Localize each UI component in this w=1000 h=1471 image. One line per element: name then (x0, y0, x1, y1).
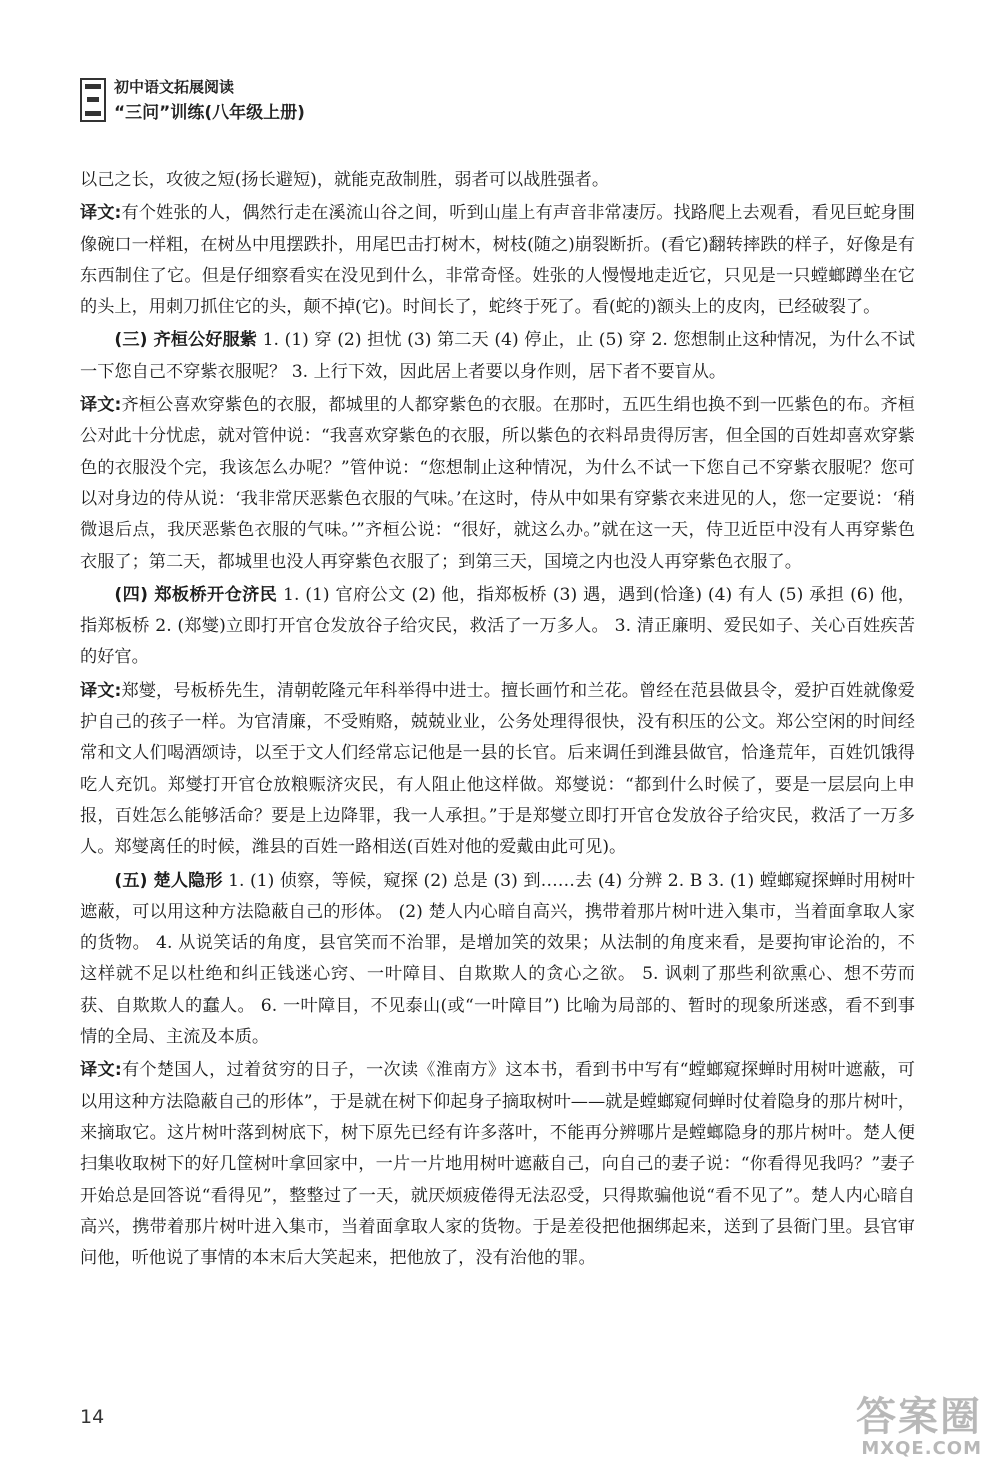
book-logo-icon (80, 78, 106, 122)
watermark-text: 答案圈 (856, 1394, 982, 1440)
translation-paragraph (80, 1055, 915, 1274)
translation-label: 译文: (80, 203, 122, 224)
page-number: 14 (80, 1406, 105, 1428)
section-title: (四) 郑板桥开仓济民 (114, 584, 278, 605)
translation-text: 有个姓张的人，偶然行走在溪流山谷之间，听到山崖上有声音非常凄厉。找路爬上去观看，看见巨蛇身围像碗口一样粗，在树丛中甩摆跌扑，用尾巴击打树木，树枝(随之)崩裂断折。(看它)翻转摔跌的样子，好像是有东西制住了它。但是仔细察看实在没见到什么，非常奇怪。姓张的人慢慢地走近它，只见是一只螳螂蹲坐在它的头上，用刺刀抓住它的头，颠不掉(它)。时间长了，蛇终于死了。看(蛇的)额头上的皮肉，已经破裂了。 (80, 203, 915, 318)
book-title: “三问”训练(八年级上册) (114, 103, 305, 123)
translation-text: 齐桓公喜欢穿紫色的衣服，都城里的人都穿紫色的衣服。在那时，五匹生绢也换不到一匹紫色的布。齐桓公对此十分忧虑，就对管仲说：“我喜欢穿紫色的衣服，所以紫色的衣料昂贵得厉害，但全国的百姓却喜欢穿紫色的衣服没个完，我该怎么办呢？”管仲说：“您想制止这种情况，为什么不试一下您自己不穿紫衣服呢？您可以对身边的侍从说：‘我非常厌恶紫色衣服的气味。’在这时，侍从中如果有穿紫衣来进见的人，您一定要说：‘稍微退后点，我厌恶紫色衣服的气味。’”齐桓公说：“很好，就这么办。”就在这一天，侍卫近臣中没有人再穿紫色衣服了；第二天，都城里也没人再穿紫色衣服了；到第三天，国境之内也没人再穿紫色衣服了。 (80, 395, 915, 572)
intro-paragraph: 以己之长，攻彼之短(扬长避短)，就能克敌制胜，弱者可以战胜强者。 (80, 170, 610, 190)
watermark-url: MXQE.COM (861, 1438, 982, 1459)
section-answer-text: 1. (1) 官府公文 (2) 他，指郑板桥 (3) 遇，遇到(恰逢) (4) 有人 (5) 承担 (6) 他，指郑板桥 2. (郑燮)立即打开官仓发放谷子给灾民，救活了一万多人。 3. 清正廉明、爱民如子、关心百姓疾苦的好官。 (80, 584, 915, 668)
section-answers (80, 580, 915, 674)
section-answer-text: 1. (1) 穿 (2) 担忧 (3) 第二天 (4) 停止，止 (5) 穿 2. 您想制止这种情况，为什么不试一下您自己不穿紫衣服呢？ 3. 上行下效，因此居上者要以身作则，居下者不要盲从。 (80, 330, 915, 382)
translation-text: 郑燮，号板桥先生，清朝乾隆元年科举得中进士。擅长画竹和兰花。曾经在范县做县令，爱护百姓就像爱护自己的孩子一样。为官清廉，不受贿赂，兢兢业业，公务处理得很快，没有积压的公文。郑公空闲的时间经常和文人们喝酒颂诗，以至于文人们经常忘记他是一县的长官。后来调任到潍县做官，恰逢荒年，百姓饥饿得吃人充饥。郑燮打开官仓放粮赈济灾民，有人阻止他这样做。郑燮说：“都到什么时候了，要是一层层向上申报，百姓怎么能够活命？要是上边降罪，我一人承担。”于是郑燮立即打开官仓发放谷子给灾民，救活了一万多人。郑燮离任的时候，潍县的百姓一路相送(百姓对他的爱戴由此可见)。 (80, 680, 915, 858)
translation-paragraph (80, 390, 915, 578)
section-title: (五) 楚人隐形 (114, 870, 223, 891)
translation-paragraph (80, 198, 915, 323)
section-answers (80, 325, 915, 388)
translation-label: 译文: (80, 395, 122, 416)
section-answers (80, 866, 915, 1054)
section-answer-text: 1. (1) 侦察，等候，窥探 (2) 总是 (3) 到……去 (4) 分辨 2. B 3. (1) 螳螂窥探蝉时用树叶遮蔽，可以用这种方法隐蔽自己的形体。 (2) 楚人内心暗自高兴，携带着那片树叶进入集市，当着面拿取人家的货物。 4. 从说笑话的角度，县官笑而不治罪，是增加笑的效果；从法制的角度来看，是要拘审论治的，不这样就不足以杜绝和纠正钱迷心窍、一叶障目、自欺欺人的贪心之欲。 5. 讽刺了那些利欲熏心、想不劳而获、自欺欺人的蠢人。 6. 一叶障目，不见泰山(或“一叶障目”) 比喻为局部的、暂时的现象所迷惑，看不到事情的全局、主流及本质。 (80, 870, 915, 1048)
answer-content (80, 165, 915, 1276)
translation-label: 译文: (80, 1060, 122, 1081)
section-title: (三) 齐桓公好服紫 (114, 330, 258, 351)
translation-text: 有个楚国人，过着贫穷的日子，一次读《淮南方》这本书，看到书中写有“螳螂窥探蝉时用树叶遮蔽，可以用这种方法隐蔽自己的形体”，于是就在树下仰起身子摘取树叶——就是螳螂窥伺蝉时仗着隐身的那片树叶，来摘取它。这片树叶落到树底下，树下原先已经有许多落叶，不能再分辨哪片是螳螂隐身的那片树叶。楚人便扫集收取树下的好几筐树叶拿回家中，一片一片地用树叶遮蔽自己，向自己的妻子说：“你看得见我吗？”妻子开始总是回答说“看得见”，整整过了一天，就厌烦疲倦得无法忍受，只得欺骗他说“看不见了”。楚人内心暗自高兴，携带着那片树叶进入集市，当着面拿取人家的货物。于是差役把他捆绑起来，送到了县衙门里。县官审问他，听他说了事情的本末后大笑起来，把他放了，没有治他的罪。 (80, 1060, 915, 1269)
translation-paragraph (80, 676, 915, 864)
series-title: 初中语文拓展阅读 (114, 78, 235, 96)
translation-label: 译文: (80, 680, 122, 701)
watermark-logo (812, 1396, 982, 1466)
